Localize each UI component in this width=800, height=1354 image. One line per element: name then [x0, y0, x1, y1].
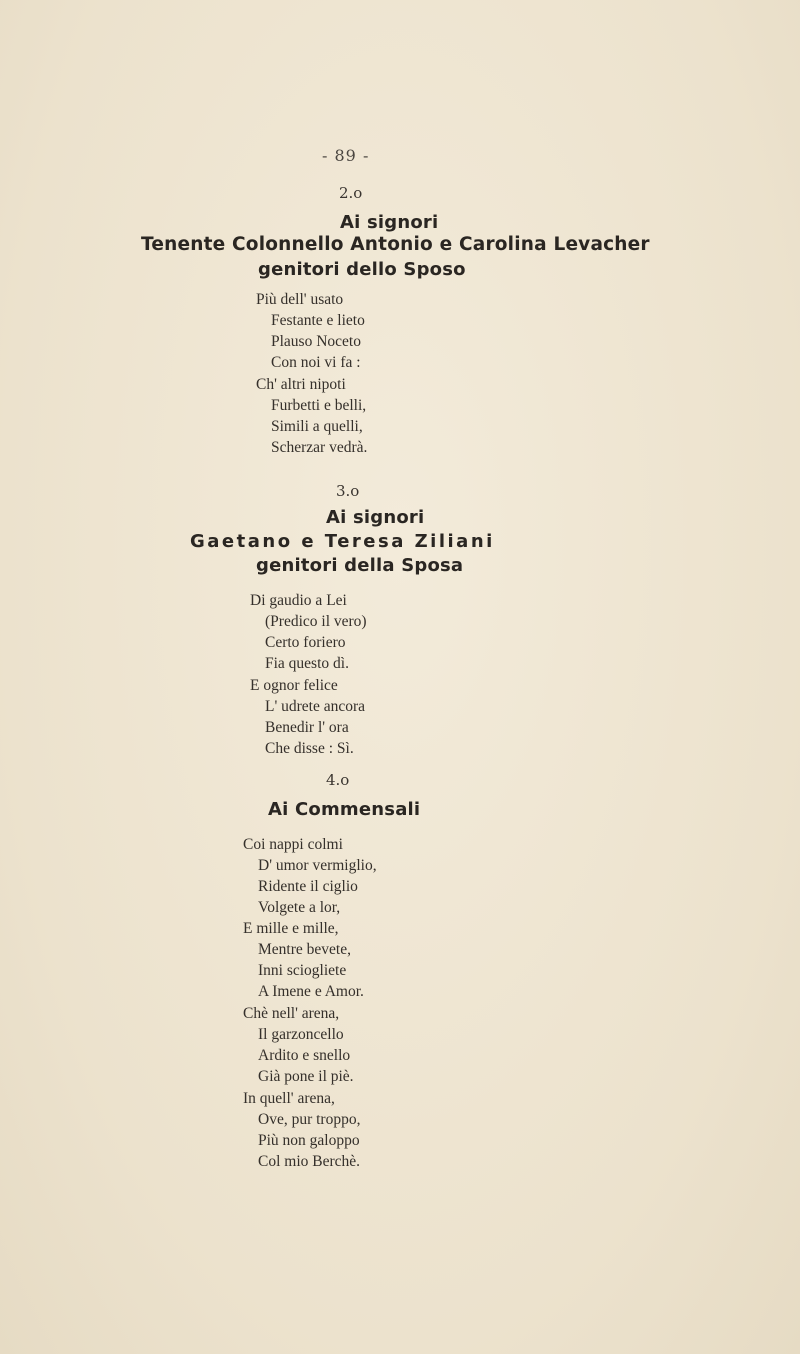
verse-line: Ridente il ciglio [258, 878, 358, 895]
verse-line: E ognor felice [250, 677, 338, 694]
verse-line: Plauso Noceto [271, 333, 361, 350]
section-number: 2.o [339, 184, 363, 202]
verse-line: Ardito e snello [258, 1047, 351, 1064]
verse-line: Furbetti e belli, [271, 397, 367, 414]
section-heading-line: Tenente Colonnello Antonio e Carolina Levacher [141, 234, 650, 255]
stanza [250, 675, 365, 759]
verse-line: Coi nappi colmi [243, 836, 343, 853]
verse-line: Ch' altri nipoti [256, 376, 346, 393]
verse-line: A Imene e Amor. [258, 983, 364, 1000]
verse-line: Chè nell' arena, [243, 1005, 340, 1022]
verse-line: Mentre bevete, [258, 941, 351, 958]
verse-line: Certo foriero [265, 634, 346, 651]
verse-line: D' umor vermiglio, [258, 857, 377, 874]
verse-line: Fia questo dì. [265, 655, 349, 672]
stanza [256, 289, 365, 373]
verse-line: Già pone il piè. [258, 1068, 354, 1085]
verse-line: Più dell' usato [256, 291, 344, 308]
verse-line: (Predico il vero) [265, 613, 367, 630]
verse-line: Col mio Berchè. [258, 1153, 361, 1170]
stanza [243, 1088, 360, 1172]
verse-line: Scherzar vedrà. [271, 439, 368, 456]
verse-line: L' udrete ancora [265, 698, 366, 715]
verse-line: Festante e lieto [271, 312, 365, 329]
verse-line: Il garzoncello [258, 1026, 344, 1043]
section-number: 4.o [326, 771, 350, 789]
section-heading-line: genitori dello Sposo [258, 259, 466, 280]
verse-line: Ove, pur troppo, [258, 1111, 361, 1128]
verse-line: E mille e mille, [243, 920, 339, 937]
page-number: - 89 - [322, 146, 370, 165]
stanza [250, 590, 367, 674]
section-heading-line: genitori della Sposa [256, 555, 464, 576]
section-heading-line: Ai Commensali [268, 799, 421, 820]
stanza [243, 918, 364, 1002]
verse-line: Inni sciogliete [258, 962, 347, 979]
stanza [256, 374, 367, 458]
section-number: 3.o [336, 482, 360, 500]
verse-line: Di gaudio a Lei [250, 592, 347, 609]
verse-line: Più non galoppo [258, 1132, 360, 1149]
verse-line: Simili a quelli, [271, 418, 363, 435]
verse-line: Benedir l' ora [265, 719, 349, 736]
verse-line: Che disse : Sì. [265, 740, 354, 757]
verse-line: Con noi vi fa : [271, 354, 361, 371]
section-heading-line: Ai signori [340, 212, 439, 233]
verse-line: Volgete a lor, [258, 899, 341, 916]
verse-line: In quell' arena, [243, 1090, 335, 1107]
stanza [243, 1003, 354, 1087]
section-heading-line: Gaetano e Teresa Ziliani [190, 531, 495, 552]
stanza [243, 834, 377, 918]
section-heading-line: Ai signori [326, 507, 425, 528]
